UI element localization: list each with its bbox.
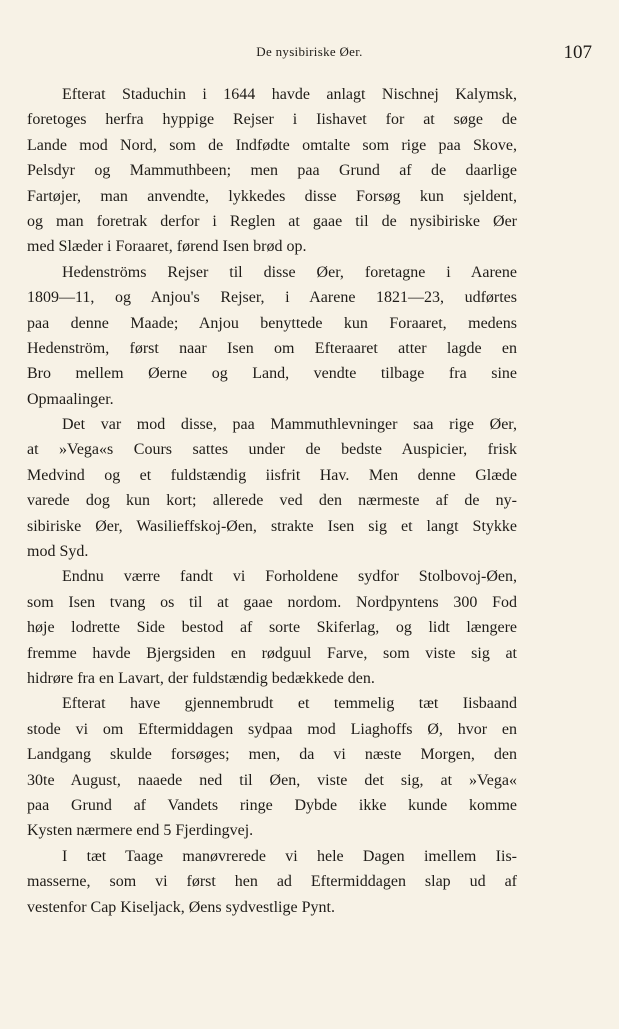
text-line: Efterat have gjennembrudt et temmelig tæt Iisbaand (62, 695, 517, 713)
text-line: Opmaalinger. (27, 390, 114, 408)
text-line: Medvind og et fuldstændig iisfrit Hav. Men denne Glæde (27, 466, 517, 484)
text-line: som Isen tvang os til at gaae nordom. Nordpyntens 300 Fod (27, 593, 517, 611)
text-line: med Slæder i Foraaret, førend Isen brød op. (27, 238, 307, 256)
text-line: I tæt Taage manøvrerede vi hele Dagen imellem Iis- (62, 847, 517, 865)
text-line: hidrøre fra en Lavart, der fuldstændig bedækkede den. (27, 669, 375, 687)
text-line: Fartøjer, man anvendte, lykkedes disse Forsøg kun sjeldent, (27, 187, 517, 205)
text-line: Bro mellem Øerne og Land, vendte tilbage fra sine (27, 365, 517, 383)
text-line: Hedenströms Rejser til disse Øer, foretagne i Aarene (62, 263, 517, 281)
text-line: høje lodrette Side bestod af sorte Skiferlag, og lidt længere (27, 619, 517, 637)
paragraph (27, 564, 517, 691)
text-line: masserne, som vi først hen ad Eftermiddagen slap ud af (27, 873, 517, 891)
header-title: De nysibiriske Øer. (256, 44, 363, 59)
text-line: Pelsdyr og Mammuthbeen; men paa Grund af de daarlige (27, 162, 517, 180)
text-line: foretoges herfra hyppige Rejser i Iishavet for at søge de (27, 111, 517, 129)
page-number: 107 (563, 42, 592, 63)
text-line: Lande mod Nord, som de Indfødte omtalte som rige paa Skove, (27, 136, 517, 154)
text-line: vestenfor Cap Kiseljack, Øens sydvestlige Pynt. (27, 898, 335, 916)
text-line: mod Syd. (27, 543, 89, 561)
paragraph (27, 260, 517, 412)
text-line: Hedenström, først naar Isen om Efteraaret atter lagde en (27, 339, 517, 357)
text-line: varede dog kun kort; allerede ved den nærmeste af de ny- (27, 492, 517, 510)
text-line: 30te August, naaede ned til Øen, viste det sig, at »Vega« (27, 771, 517, 789)
text-line: Efterat Staduchin i 1644 havde anlagt Nischnej Kalymsk, (62, 86, 517, 103)
text-line: 1809—11, og Anjou's Rejser, i Aarene 1821—23, udførtes (27, 289, 517, 307)
text-line: Kysten nærmere end 5 Fjerdingvej. (27, 822, 254, 840)
text-line: sibiriske Øer, Wasilieffskoj-Øen, strakte Isen sig et langt Stykke (27, 517, 517, 535)
text-line: og man foretrak derfor i Reglen at gaae til de nysibiriske Øer (27, 212, 517, 230)
text-line: paa denne Maade; Anjou benyttede kun Foraaret, medens (27, 314, 517, 332)
text-line: stode vi om Eftermiddagen sydpaa mod Liaghoffs Ø, hvor en (27, 720, 517, 738)
text-line: Landgang skulde forsøges; men, da vi næste Morgen, den (27, 746, 517, 764)
running-head (27, 38, 592, 68)
text-line: Det var mod disse, paa Mammuthlevninger saa rige Øer, (62, 416, 517, 434)
text-line: paa Grund af Vandets ringe Dybde ikke kunde komme (27, 796, 517, 814)
text-line: Endnu værre fandt vi Forholdene sydfor Stolbovoj-Øen, (62, 568, 517, 586)
text-line: at »Vega«s Cours sattes under de bedste Auspicier, frisk (27, 441, 517, 459)
paragraph (27, 691, 517, 843)
paragraph (27, 844, 517, 920)
paragraph (27, 412, 517, 564)
text-line: fremme havde Bjergsiden en rødguul Farve, som viste sig at (27, 644, 517, 662)
body-text (27, 82, 517, 920)
paragraph (27, 82, 517, 260)
